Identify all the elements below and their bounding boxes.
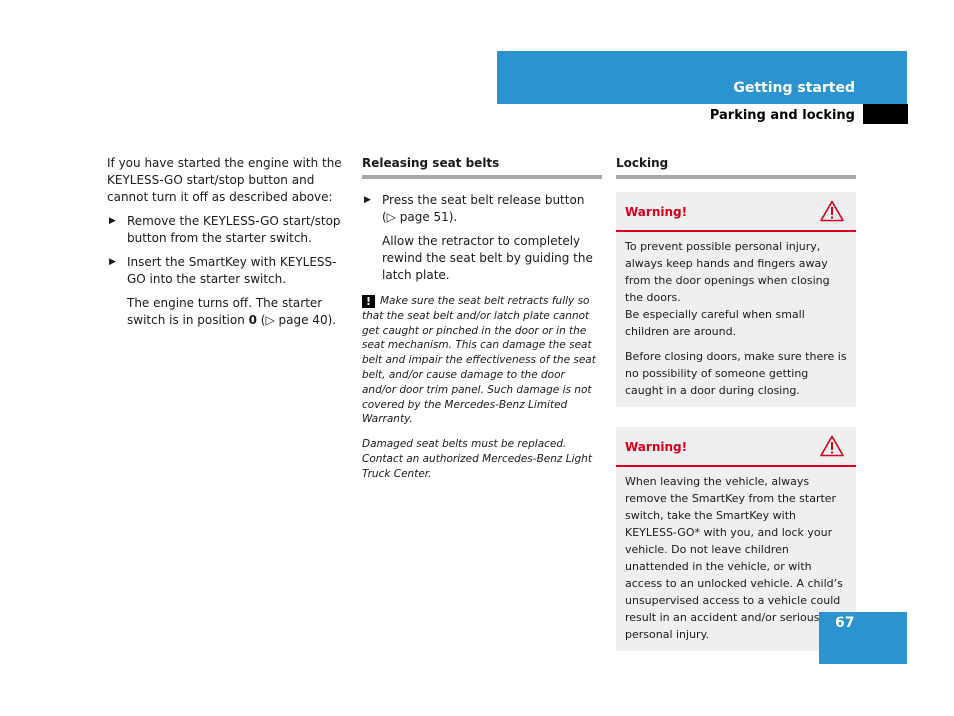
section-title: Parking and locking: [709, 108, 855, 123]
replacement-note: Damaged seat belts must be replaced. Contact an authorized Mercedes-Benz Light Truck Center.: [362, 438, 592, 480]
list-item: ▶ Insert the SmartKey with KEYLESS-GO into the starter switch.: [109, 255, 337, 286]
warning-label: Warning!: [625, 205, 688, 219]
warning-text: Be especially careful when small children are around.: [625, 308, 805, 338]
intro-paragraph: If you have started the engine with the KEYLESS-GO start/stop button and cannot turn it off as described above:: [107, 156, 342, 204]
list-item: ▶ Press the seat belt release button (▷ page 51).: [364, 193, 585, 224]
follow-paragraph: Allow the retractor to completely rewind the seat belt by guiding the latch plate.: [382, 234, 593, 282]
bullet-triangle-icon: ▶: [109, 257, 116, 267]
header-band: [497, 51, 907, 104]
caution-note: ! Make sure the seat belt retracts fully so that the seat belt and/or latch plate cannot get caught or pinched in the door or in the seat mechanism. This can damage the seat belt and impair the effectiveness of the seat belt, and/or cause damage to the door and/or door trim panel. Such damage is not covered by the Mercedes-Benz Limited Warranty.: [362, 295, 596, 426]
section-tab-marker: [863, 104, 908, 124]
warning-triangle-icon: [820, 200, 844, 222]
warning-label: Warning!: [625, 440, 688, 454]
warning-text: To prevent possible personal injury, always keep hands and fingers away from the door openings when closing the doors.: [625, 240, 830, 304]
section-heading: Locking: [616, 155, 856, 179]
column-locking: [616, 155, 856, 671]
warning-box: [616, 192, 856, 407]
page-number: 67: [835, 615, 855, 631]
chapter-title: Getting started: [733, 80, 855, 96]
warning-triangle-icon: [820, 435, 844, 457]
column-engine-off: [107, 155, 347, 336]
warning-text: When leaving the vehicle, always remove the SmartKey from the starter switch, take the SmartKey with KEYLESS-GO* with you, and lock your vehicle. Do not leave children unattended in the vehicle, or with access to an unlocked vehicle. A child’s unsupervised access to a vehicle could result in an accident and/or serious personal injury.: [625, 475, 843, 641]
section-heading: Releasing seat belts: [362, 155, 602, 179]
page-number-box: [819, 612, 907, 664]
warning-text: Before closing doors, make sure there is no possibility of someone getting caught in a door during closing.: [625, 350, 847, 397]
bullet-triangle-icon: ▶: [109, 216, 116, 226]
list-item: ▶ Remove the KEYLESS-GO start/stop button from the starter switch.: [109, 214, 341, 245]
bullet-triangle-icon: ▶: [364, 195, 371, 205]
column-seat-belts: [362, 155, 602, 482]
exclamation-icon: !: [362, 295, 375, 308]
result-paragraph: The engine turns off. The starter switch is in position 0 (▷ page 40).: [127, 296, 337, 327]
